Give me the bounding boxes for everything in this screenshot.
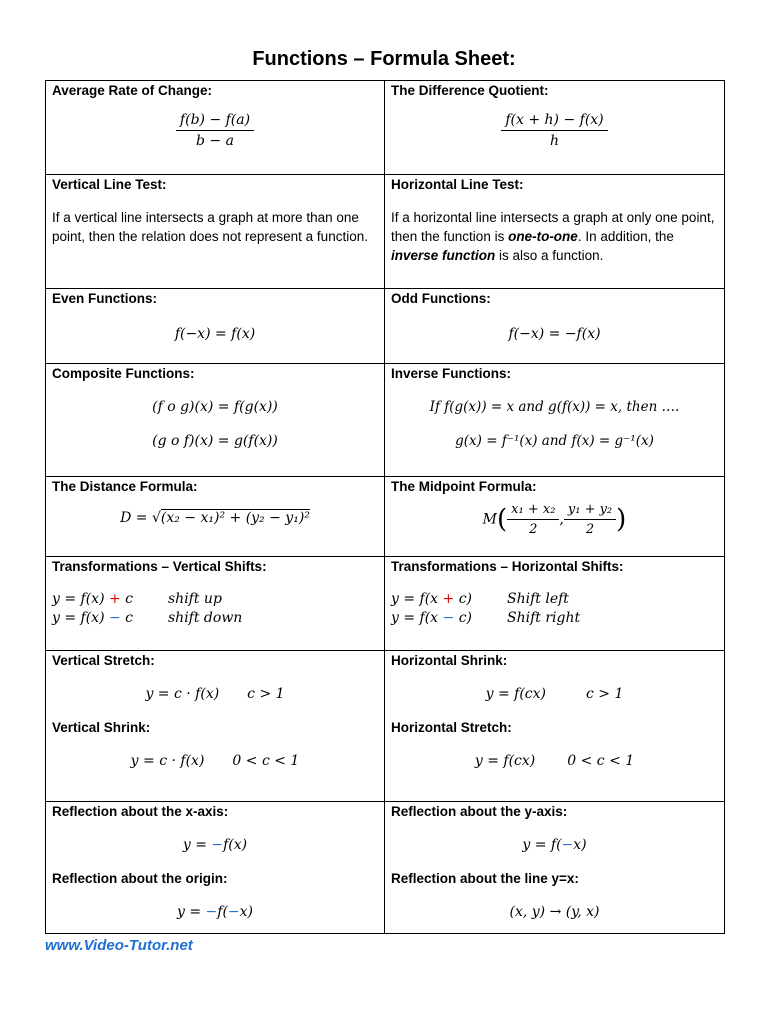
cell-difference-quotient xyxy=(385,81,725,175)
cell-composite-functions xyxy=(46,364,385,477)
heading-vertical-stretch: Vertical Stretch: xyxy=(52,653,155,668)
heading-midpoint-formula: The Midpoint Formula: xyxy=(391,479,537,494)
reflection-yx-formula: (x, y) → (y, x) xyxy=(509,904,600,920)
heading-horizontal-line-test: Horizontal Line Test: xyxy=(391,177,524,192)
reflection-x-formula: y = −f(x) xyxy=(182,837,248,853)
cell-vertical-shifts xyxy=(46,557,385,651)
heading-vertical-line-test: Vertical Line Test: xyxy=(52,177,167,192)
heading-vertical-shifts: Transformations – Vertical Shifts: xyxy=(52,559,267,574)
heading-odd-functions: Odd Functions: xyxy=(391,291,491,306)
midpoint-formula: M( $\frac{\text{x₁ + x₂}}{2}$ , $\frac{\text{y₁ + y₂}}{2}$ ) xyxy=(482,502,627,537)
heading-inverse-functions: Inverse Functions: xyxy=(391,366,512,381)
heading-vertical-shrink: Vertical Shrink: xyxy=(52,720,151,735)
shift-down-row: y = f(x) − c shift down xyxy=(52,610,243,626)
average-rate-fraction: $\frac{f(b) - f(a)}{b - a}$ xyxy=(176,112,254,149)
composite-formula-1: (f o g)(x) = f(g(x)) xyxy=(152,399,278,415)
page-title: Functions – Formula Sheet: xyxy=(252,48,516,70)
shift-left-row: y = f(x + c) Shift left xyxy=(391,591,569,607)
reflection-y-formula: y = f(−x) xyxy=(522,837,587,853)
cell-vertical-line-test xyxy=(46,175,385,289)
cell-horizontal-line-test xyxy=(385,175,725,289)
formula-table xyxy=(45,80,725,934)
cell-vertical-stretch-shrink xyxy=(46,651,385,802)
horizontal-stretch-formula: y = f(cx) 0 < c < 1 xyxy=(474,753,635,769)
heading-horizontal-shifts: Transformations – Horizontal Shifts: xyxy=(391,559,624,574)
cell-horizontal-shifts xyxy=(385,557,725,651)
cell-reflections-y-line xyxy=(385,802,725,934)
cell-even-functions xyxy=(46,289,385,364)
even-function-formula: f(−x) = f(x) xyxy=(174,326,256,342)
cell-inverse-functions xyxy=(385,364,725,477)
shift-up-row: y = f(x) + c shift up xyxy=(52,591,222,607)
difference-quotient-fraction: $\frac{f(x + h) - f(x)}{h}$ xyxy=(501,112,607,149)
vertical-line-test-text: If a vertical line intersects a graph at more than one point, then the relation does not represent a function. xyxy=(52,210,368,244)
cell-horizontal-shrink-stretch xyxy=(385,651,725,802)
cell-odd-functions xyxy=(385,289,725,364)
inverse-formula-2: g(x) = f⁻¹(x) and f(x) = g⁻¹(x) xyxy=(455,433,654,449)
heading-even-functions: Even Functions: xyxy=(52,291,158,306)
horizontal-line-test-text: If a horizontal line intersects a graph at only one point, then the function is one-to-one. In addition, the inverse function is also a function. xyxy=(391,210,715,263)
cell-reflections-x-origin xyxy=(46,802,385,934)
heading-reflection-y-axis: Reflection about the y-axis: xyxy=(391,804,568,819)
heading-difference-quotient: The Difference Quotient: xyxy=(391,83,549,98)
footer-link[interactable]: www.Video-Tutor.net xyxy=(45,937,193,954)
cell-distance-formula xyxy=(46,477,385,557)
heading-horizontal-stretch: Horizontal Stretch: xyxy=(391,720,512,735)
distance-formula: D = √(x₂ − x₁)² + (y₂ − y₁)² xyxy=(120,510,310,526)
heading-average-rate: Average Rate of Change: xyxy=(52,83,213,98)
horizontal-shrink-formula: y = f(cx) c > 1 xyxy=(485,686,624,702)
cell-midpoint-formula xyxy=(385,477,725,557)
composite-formula-2: (g o f)(x) = g(f(x)) xyxy=(152,433,278,449)
odd-function-formula: f(−x) = −f(x) xyxy=(508,326,601,342)
vertical-shrink-formula: y = c · f(x) 0 < c < 1 xyxy=(130,753,300,769)
vertical-stretch-formula: y = c · f(x) c > 1 xyxy=(145,686,285,702)
heading-horizontal-shrink: Horizontal Shrink: xyxy=(391,653,508,668)
inverse-formula-1: If f(g(x)) = x and g(f(x)) = x, then …. xyxy=(429,399,680,415)
heading-reflection-origin: Reflection about the origin: xyxy=(52,871,228,886)
heading-reflection-x-axis: Reflection about the x-axis: xyxy=(52,804,229,819)
cell-average-rate-of-change xyxy=(46,81,385,175)
shift-right-row: y = f(x − c) Shift right xyxy=(391,610,581,626)
heading-distance-formula: The Distance Formula: xyxy=(52,479,198,494)
heading-composite-functions: Composite Functions: xyxy=(52,366,195,381)
reflection-origin-formula: y = −f(−x) xyxy=(176,904,254,920)
heading-reflection-line-yx: Reflection about the line y=x: xyxy=(391,871,579,886)
